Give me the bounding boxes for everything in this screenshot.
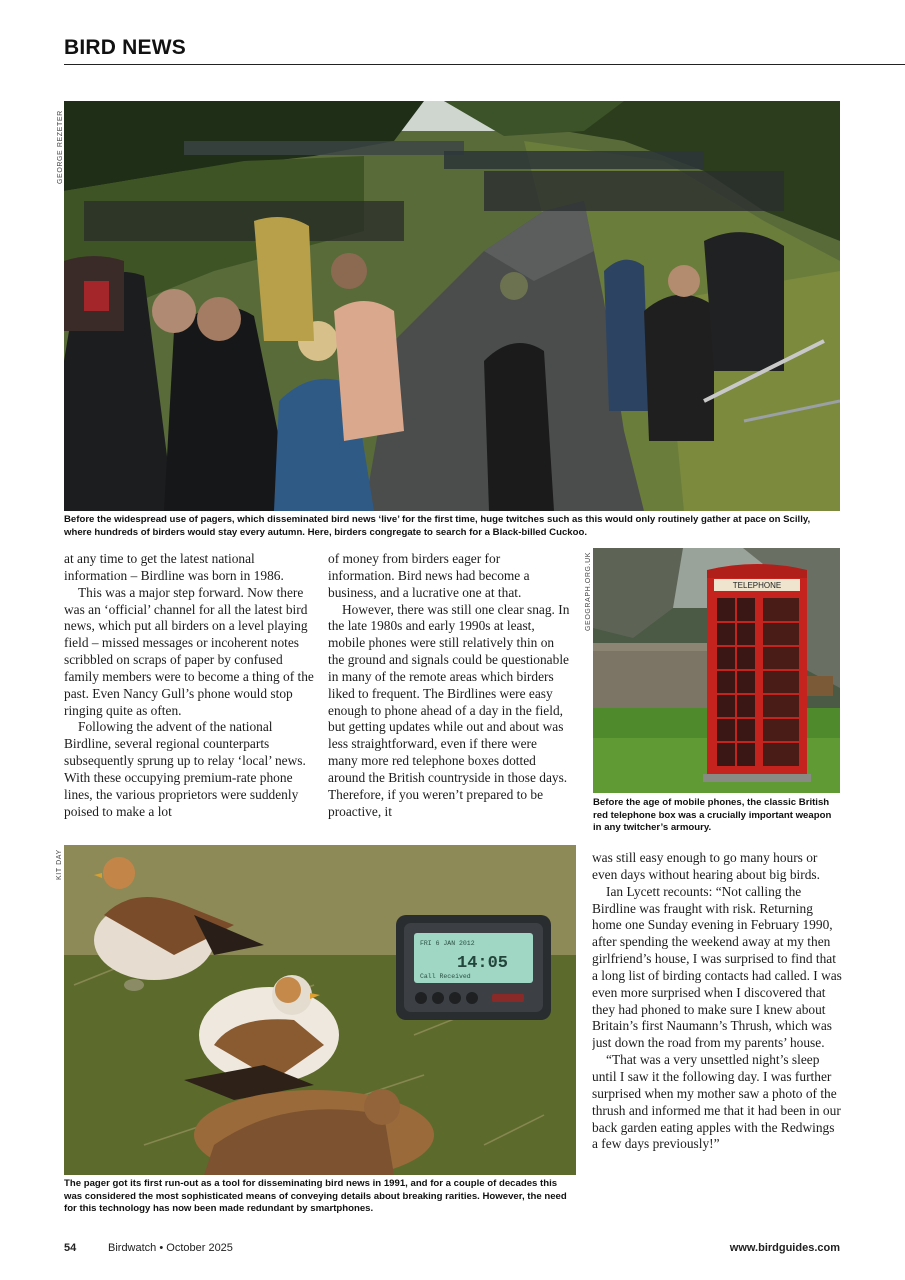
col3-paragraph-3: “That was a very unsettled night’s sleep until I saw it the following day. I was further surprised when my mother saw a photo of the thrush and informed me that it had been in our back garden eating apples with the Redwings a few days previously!” <box>592 1052 841 1152</box>
page-number-value: 54 <box>64 1242 77 1254</box>
article-column-3 <box>592 850 842 1222</box>
col2-paragraph-1: of money from birders eager for information. Bird news had become a business, and a lucrative one at that. <box>328 551 530 600</box>
photo-credit-phonebox: GEOGRAPH.ORG.UK <box>585 551 592 631</box>
article-column-1 <box>64 551 316 836</box>
header-rule <box>64 64 905 65</box>
col3-paragraph-2: Ian Lycett recounts: “Not calling the Birdline was fraught with risk. Returning home one Sunday evening in February 1990, after spending the weekend away at my then girlfriend’s house, I was surprised to find that a long list of birding contacts had called. I was even more surprised when I discovered that they had phoned to make sure I knew about Britain’s first Naumann’s Thrush, which was just down the road from my parents’ house. <box>592 883 842 1051</box>
pager-screen-date: FRI 6 JAN 2012 <box>420 940 475 947</box>
page-number <box>64 1242 76 1254</box>
pager-screen-status: Call Received <box>420 973 471 980</box>
phonebox-photo-caption: Before the age of mobile phones, the classic British red telephone box was a crucially important weapon in any twitcher’s armoury. <box>593 797 832 834</box>
pager-photo-caption: The pager got its first run-out as a tool for disseminating bird news in 1991, and for a couple of decades this was considered the most sophisticated means of conveying details about breaking rarities. However, the need for this technology has now been made redundant by smartphones. <box>64 1178 567 1215</box>
article-column-2 <box>328 551 570 836</box>
crowd-photo-illustration <box>64 101 840 511</box>
crowd-photo <box>64 101 840 511</box>
pager-screen-time: 14:05 <box>457 954 509 973</box>
section-heading: BIRD NEWS <box>64 36 186 59</box>
col2-paragraph-2: However, there was still one clear snag. In the late 1980s and early 1990s at least, mobile phones were still relatively thin on the ground and signals could be questionable in many of the remote areas which birders liked to frequent. The Birdlines were easy enough to phone ahead of a day in the field, but getting updates while out and about was less straightforward, even if there were many more red telephone boxes dotted around the British countryside in those days. Therefore, if you weren’t prepared to be proactive, it <box>328 601 570 819</box>
publication-line: Birdwatch • October 2025 <box>108 1242 233 1254</box>
website-url[interactable]: www.birdguides.com <box>729 1242 840 1254</box>
phonebox-photo <box>593 548 840 793</box>
photo-credit-pager: KIT DAY <box>56 849 63 880</box>
col1-paragraph-3: Following the advent of the national Birdline, several regional counterparts subsequently sprung up to relay ‘local’ news. With these occupying premium-rate phone lines, the various proprietors were suddenly poised to make a lot <box>64 719 306 819</box>
phonebox-sign: TELEPHONE <box>732 581 782 590</box>
col1-paragraph-1: at any time to get the latest national information – Birdline was born in 1986. <box>64 551 284 583</box>
phonebox-photo-illustration <box>593 548 840 793</box>
col3-paragraph-1: was still easy enough to go many hours or even days without hearing about big birds. <box>592 850 820 882</box>
pager-photo <box>64 845 576 1175</box>
photo-credit-top: GEORGE REZETER <box>57 110 64 184</box>
crowd-photo-caption: Before the widespread use of pagers, which disseminated bird news ‘live’ for the first time, huge twitches such as this would only routinely gather at pace on Scilly, where hundreds of birders would stay every autumn. Here, birders congregate to search for a Black-billed Cuckoo. <box>64 514 811 538</box>
pager-photo-illustration <box>64 845 576 1175</box>
col1-paragraph-2: This was a major step forward. Now there was an ‘official’ channel for all the latest bird news, which put all birders on a level playing field – missed messages or incoherent notes scribbled on scraps of paper by confused family members were to become a thing of the past. Even Nancy Gull’s phone would stop ringing quite as often. <box>64 584 314 718</box>
